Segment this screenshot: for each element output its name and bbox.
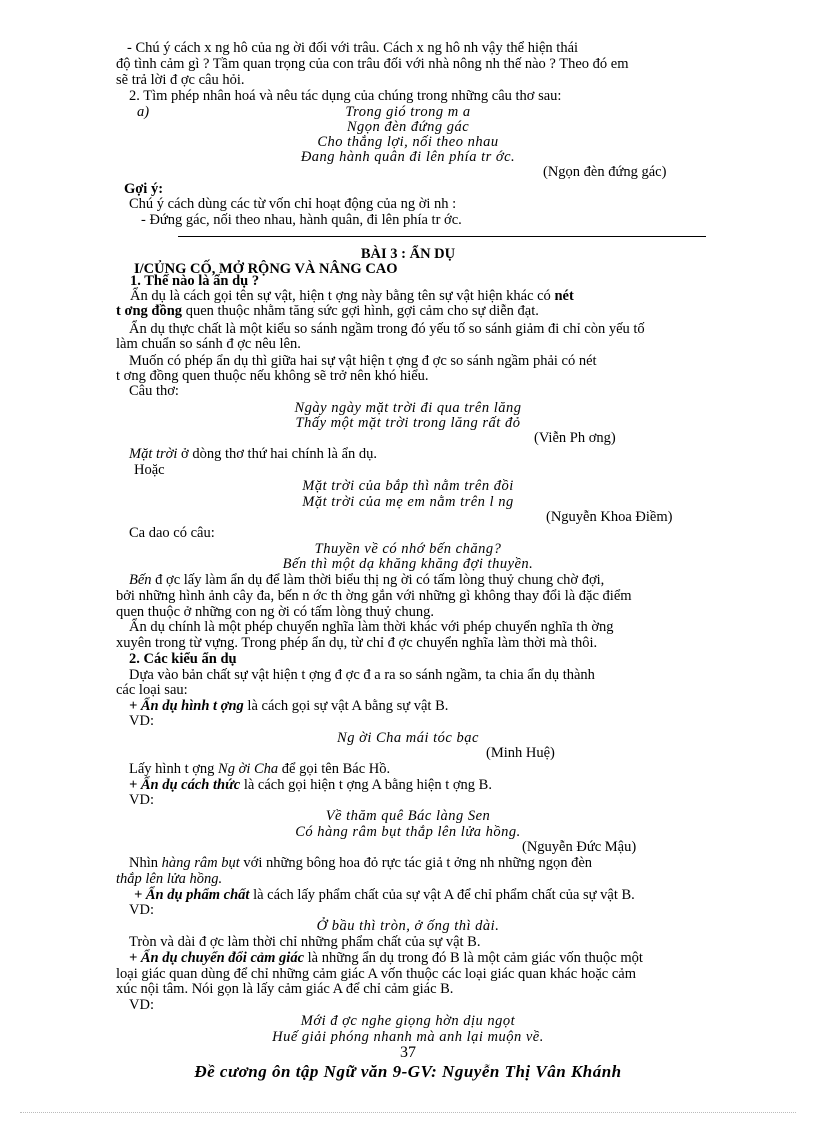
- text-run: quen thuộc nhằm tăng sức gợi hình, gợi cảm cho sự diễn đạt.: [185, 303, 539, 319]
- text-run: Lấy hình t ợng: [129, 761, 215, 777]
- text-line: sẽ trả lời đ ợc câu hỏi.: [116, 72, 245, 88]
- text-run: ở dòng thơ thứ hai chính là ẩn dụ.: [181, 446, 378, 462]
- poem-line: Ng ời Cha mái tóc bạc: [337, 730, 479, 746]
- text-run: để gọi tên Bác Hồ.: [281, 761, 391, 777]
- subsection-heading: 1. Thế nào là ẩn dụ ?: [130, 273, 260, 289]
- text-line: [129, 855, 592, 871]
- text-run: là những ẩn dụ trong đó B là một cảm giác vốn thuộc một: [307, 950, 643, 966]
- poem-line: Trong gió trong m a: [345, 104, 471, 120]
- text-line: [129, 950, 643, 966]
- exercise-heading: 2. Tìm phép nhân hoá và nêu tác dụng của chúng trong những câu thơ sau:: [129, 88, 562, 104]
- text-run: + Ẩn dụ cách thức: [129, 777, 241, 793]
- text-line: [116, 303, 539, 319]
- divider: [178, 236, 706, 237]
- text-line: VD:: [129, 713, 154, 729]
- text-line: Ẩn dụ chính là một phép chuyển nghĩa làm thời khác với phép chuyển nghĩa th ờng: [129, 619, 614, 635]
- text-line: độ tình cảm gì ? Tầm quan trọng của con trâu đối với nhà nông nh thế nào ? Theo đó em: [116, 56, 629, 72]
- text-line: xúc nội tâm. Nói gọn là lấy cảm giác A để chỉ cảm giác B.: [116, 981, 454, 997]
- lesson-title: BÀI 3 : ẨN DỤ: [360, 246, 456, 262]
- poem-source: (Viễn Ph ơng): [534, 430, 616, 446]
- poem-line: Mặt trời của bắp thì nằm trên đồi: [302, 478, 514, 494]
- text-line: Chú ý cách dùng các từ vốn chỉ hoạt động của ng ời nh :: [129, 196, 457, 212]
- text-run: là cách gọi hiện t ợng A bằng hiện t ợng B.: [243, 777, 492, 793]
- section-heading: I/CỦNG CỐ, MỞ RỘNG VÀ NÂNG CAO: [134, 261, 398, 277]
- text-run: Nhìn: [129, 855, 158, 871]
- poem-line: Cho thắng lợi, nối theo nhau: [317, 134, 499, 150]
- text-line: t ơng đồng quen thuộc nếu không sẽ trở nên khó hiểu.: [116, 368, 429, 384]
- text-line: [129, 446, 377, 462]
- text-run: đ ợc lấy làm ẩn dụ để làm thời biểu thị ng ời có tấm lòng thuỷ chung chờ đợi,: [155, 572, 605, 588]
- text-run: là cách gọi sự vật A bằng sự vật B.: [247, 698, 449, 714]
- poem-source: (Nguyễn Khoa Điềm): [546, 509, 673, 525]
- poem-line: Ngày ngày mặt trời đi qua trên lăng: [294, 400, 522, 416]
- poem-line: Thấy một mặt trời trong lăng rất đỏ: [295, 415, 521, 431]
- text-line: quen thuộc ở những con ng ời có tấm lòng thuỷ chung.: [116, 604, 434, 620]
- poem-line: Về thăm quê Bác làng Sen: [325, 808, 491, 824]
- text-line: - Chú ý cách x ng hô của ng ời đối với trâu. Cách x ng hô nh vậy thể hiện thái: [127, 40, 579, 56]
- poem-line: Mới đ ợc nghe giọng hờn dịu ngọt: [300, 1013, 516, 1029]
- text-run: + Ẩn dụ hình t ợng: [129, 698, 244, 714]
- poem-line: Ở bầu thì tròn, ở ống thì dài.: [316, 918, 500, 934]
- page-number: 37: [400, 1044, 416, 1061]
- poem-line: Bến thì một dạ khăng khăng đợi thuyền.: [282, 556, 534, 572]
- text-line: bởi những hình ảnh cây đa, bến n ớc th ờng gắn với những gì không thay đổi là đặc điểm: [116, 588, 632, 604]
- poem-line: Ngọn đèn đứng gác: [346, 119, 470, 135]
- poem-line: Huế giải phóng nhanh mà anh lại muộn về.: [272, 1029, 544, 1045]
- poem-line: Thuyền về có nhớ bến chăng?: [314, 541, 502, 557]
- text-run: Ng ời Cha: [218, 761, 279, 777]
- exercise-label: a): [137, 104, 150, 120]
- text-line: làm chuẩn so sánh đ ợc nêu lên.: [116, 336, 301, 352]
- text-line: xuyên trong từ vựng. Trong phép ẩn dụ, từ chỉ đ ợc chuyển nghĩa làm thời mà thôi.: [116, 635, 598, 651]
- poem-source: (Nguyễn Đức Mậu): [522, 839, 637, 855]
- text-run: + Ẩn dụ chuyển đổi cảm giác: [129, 950, 305, 966]
- text-line: VD:: [129, 997, 154, 1013]
- poem-line: Đang hành quân đi lên phía tr ớc.: [300, 149, 516, 165]
- text-line: - Đứng gác, nối theo nhau, hành quân, đi lên phía tr ớc.: [141, 212, 462, 228]
- subsection-heading: 2. Các kiểu ẩn dụ: [129, 651, 237, 667]
- text-line: loại giác quan dùng để chỉ những cảm giác A vốn thuộc các loại giác quan khác hoặc cảm: [116, 966, 637, 982]
- poem-line: Mặt trời của mẹ em nằm trên l ng: [302, 494, 514, 510]
- poem-source: (Ngọn đèn đứng gác): [543, 164, 667, 180]
- text-line: Ẩn dụ thực chất là một kiểu so sánh ngầm trong đó yếu tố so sánh giảm đi chỉ còn yếu tố: [129, 321, 645, 337]
- page-footer: Đề cương ôn tập Ngữ văn 9-GV: Nguyễn Thị Vân Khánh: [194, 1062, 622, 1081]
- text-line: [129, 761, 390, 777]
- poem-source: (Minh Huệ): [486, 745, 555, 761]
- text-run: + Ẩn dụ phẩm chất: [134, 887, 250, 903]
- text-line: [129, 698, 448, 714]
- text-line: [130, 288, 574, 304]
- text-run: với những bông hoa đỏ rực tác giả t ởng nh những ngọn đèn: [243, 855, 593, 871]
- text-line: Dựa vào bản chất sự vật hiện t ợng đ ợc đ a ra so sánh ngầm, ta chia ẩn dụ thành: [129, 667, 595, 683]
- text-run: Mặt trời: [129, 446, 178, 462]
- text-run: Ẩn dụ là cách gọi tên sự vật, hiện t ợng này bằng tên sự vật hiện khác có: [130, 288, 551, 304]
- text-line: thắp lên lửa hồng.: [116, 871, 223, 887]
- text-line: [129, 572, 604, 588]
- poem-line: Có hàng râm bụt thắp lên lửa hồng.: [295, 824, 521, 840]
- text-line: Hoặc: [134, 462, 165, 478]
- text-run: là cách lấy phẩm chất của sự vật A để chỉ phẩm chất của sự vật B.: [253, 887, 635, 903]
- text-line: VD:: [129, 792, 154, 808]
- text-line: Ca dao có câu:: [129, 525, 215, 541]
- text-line: VD:: [129, 902, 154, 918]
- text-run: Bến: [129, 572, 152, 588]
- text-line: [129, 777, 492, 793]
- text-line: Câu thơ:: [129, 383, 179, 399]
- text-run: nét: [554, 288, 574, 304]
- text-line: [134, 887, 635, 903]
- text-line: các loại sau:: [116, 682, 188, 698]
- hint-heading: Gợi ý:: [124, 181, 164, 197]
- text-line: Tròn và dài đ ợc làm thời chỉ những phẩm chất của sự vật B.: [129, 934, 481, 950]
- text-run: t ơng đồng: [116, 303, 183, 319]
- text-line: Muốn có phép ẩn dụ thì giữa hai sự vật hiện t ợng đ ợc so sánh ngầm phải có nét: [129, 353, 597, 369]
- text-run: hàng râm bụt: [161, 855, 240, 871]
- bottom-dotted-line: [20, 1112, 796, 1113]
